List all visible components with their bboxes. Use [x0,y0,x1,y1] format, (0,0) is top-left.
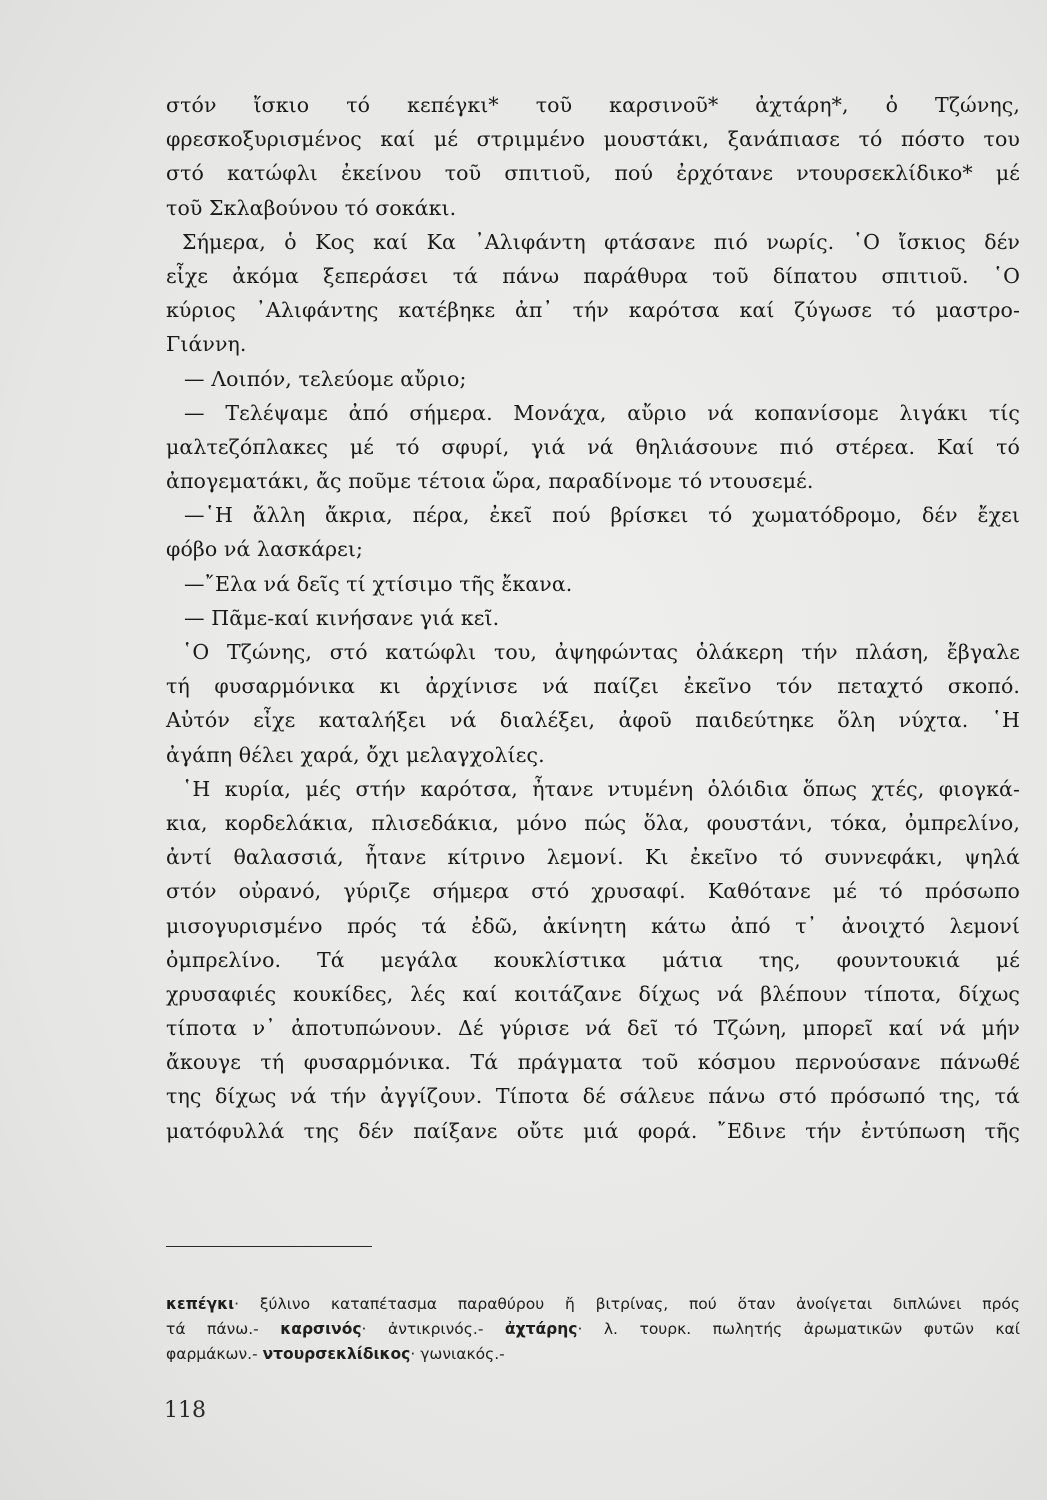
dialogue-line: — Λοιπόν, τελεύομε αὔριο; [184,366,467,391]
footnote-definition: · ἀντικρινός.- [361,1320,505,1338]
text-line: εἶχε ἀκόμα ξεπεράσει τά πάνω παράθυρα τοῦ δίπατου σπιτιοῦ. ῾Ο [166,263,1020,288]
text-line: μισογυρισμένο πρός τά ἐδῶ, ἀκίνητη κάτω ἀπό τ᾿ ἀνοιχτό λεμονί [166,913,1020,938]
footnote-term: ντουρσεκλίδικος [262,1345,411,1363]
footnote-definition: · ξύλινο καταπέτασμα παραθύρου ἤ βιτρίνας, πού ὅταν ἀνοίγεται διπλώνει πρός [234,1295,1020,1313]
text-line: μαλτεζόπλακες μέ τό σφυρί, γιά νά θηλιάσουνε πιό στέρεα. Καί τό [166,434,1020,459]
text-line: ῾Ο Τζώνης, στό κατώφλι του, ἀψηφώντας ὁλάκερη τήν πλάση, ἔβγαλε [182,640,1020,664]
dialogue-line: —῎Ελα νά δεῖς τί χτίσιμο τῆς ἔκανα. [184,571,573,596]
text-line: φόβο νά λασκάρει; [166,537,364,562]
text-line: ματόφυλλά της δέν παίξανε οὔτε μιά φορά. ῎Εδινε τήν ἐντύπωση τῆς [166,1118,1020,1143]
text-line: Σήμερα, ὁ Κος καί Κα ᾿Αλιφάντη φτάσανε πιό νωρίς. ῾Ο ἴσκιος δέν [182,229,1020,254]
text-line: ἀγάπη θέλει χαρά, ὄχι μελαγχολίες. [166,742,545,767]
text-line: ἀντί θαλασσιά, ἦτανε κίτρινο λεμονί. Κι ἐκεῖνο τό συννεφάκι, ψηλά [166,845,1020,870]
footnote-line [166,1342,1020,1367]
text-line: στόν οὐρανό, γύριζε σήμερα στό χρυσαφί. Καθότανε μέ τό πρόσωπο [166,879,1020,904]
page-number: 118 [164,1398,206,1423]
footnote-line [166,1292,1020,1317]
text-line: ἀπογεματάκι, ἄς ποῦμε τέτοια ὥρα, παραδίνομε τό ντουσεμέ. [166,469,814,494]
footnote-term: κεπέγκι [166,1295,235,1313]
footnote-line [166,1317,1020,1342]
text-line: κια, κορδελάκια, πλισεδάκια, μόνο πώς ὅλα, φουστάνι, τόκα, ὀμπρελίνο, [166,810,1020,835]
text-line: της δίχως νά τήν ἀγγίζουν. Τίποτα δέ σάλευε πάνω στό πρόσωπό της, τά [166,1084,1020,1109]
footnote-term: ἀχτάρης [504,1320,578,1338]
footnote-definition: · γωνιακός.- [410,1345,505,1363]
text-line: τοῦ Σκλαβούνου τό σοκάκι. [166,195,457,220]
footnote-definition: · λ. τουρκ. πωλητής ἀρωματικῶν φυτῶν καί [577,1320,1020,1338]
text-line: στό κατώφλι ἐκείνου τοῦ σπιτιοῦ, πού ἐρχότανε ντουρσεκλίδικο* μέ [166,161,1020,186]
footnotes [166,1292,1020,1367]
text-line: ἄκουγε τή φυσαρμόνικα. Τά πράγματα τοῦ κόσμου περνούσανε πάνωθέ [166,1050,1020,1075]
text-line: Γιάννη. [166,332,247,357]
dialogue-line: — Πᾶμε-καί κινήσανε γιά κεῖ. [184,605,500,630]
dialogue-line: — Τελέψαμε ἀπό σήμερα. Μονάχα, αὔριο νά κοπανίσομε λιγάκι τίς [184,400,1020,425]
text-line: τίποτα ν᾿ ἀποτυπώνουν. Δέ γύρισε νά δεῖ τό Τζώνη, μπορεῖ καί νά μήν [166,1016,1020,1041]
text-line: Αὐτόν εἶχε καταλήξει νά διαλέξει, ἀφοῦ παιδεύτηκε ὅλη νύχτα. ῾Η [166,708,1020,733]
text-line: χρυσαφιές κουκίδες, λές καί κοιτάζανε δίχως νά βλέπουν τίποτα, δίχως [166,981,1020,1006]
text-line: στόν ἴσκιο τό κεπέγκι* τοῦ καρσινοῦ* ἀχτάρη*, ὁ Τζώνης, [166,93,1020,117]
footnote-text: φαρμάκων.- [166,1345,263,1363]
text-line: ῾Η κυρία, μές στήν καρότσα, ἦτανε ντυμένη ὁλόιδια ὅπως χτές, φιογκά- [182,776,1020,801]
footnote-text: τά πάνω.- [166,1320,281,1338]
text-line: φρεσκοξυρισμένος καί μέ στριμμένο μουστάκι, ξανάπιασε τό πόστο του [166,127,1020,152]
footnote-divider [166,1246,372,1247]
text-line: τή φυσαρμόνικα κι ἀρχίνισε νά παίζει ἐκεῖνο τόν πεταχτό σκοπό. [166,674,1020,699]
text-line: κύριος ᾿Αλιφάντης κατέβηκε ἀπ᾿ τήν καρότσα καί ζύγωσε τό μαστρο- [166,298,1020,323]
text-line: ὀμπρελίνο. Τά μεγάλα κουκλίστικα μάτια της, φουντουκιά μέ [166,947,1020,972]
footnote-term: καρσινός [280,1320,362,1338]
dialogue-line: —῾Η ἄλλη ἄκρια, πέρα, ἐκεῖ πού βρίσκει τό χωματόδρομο, δέν ἔχει [184,503,1020,528]
main-text [166,88,1020,1148]
